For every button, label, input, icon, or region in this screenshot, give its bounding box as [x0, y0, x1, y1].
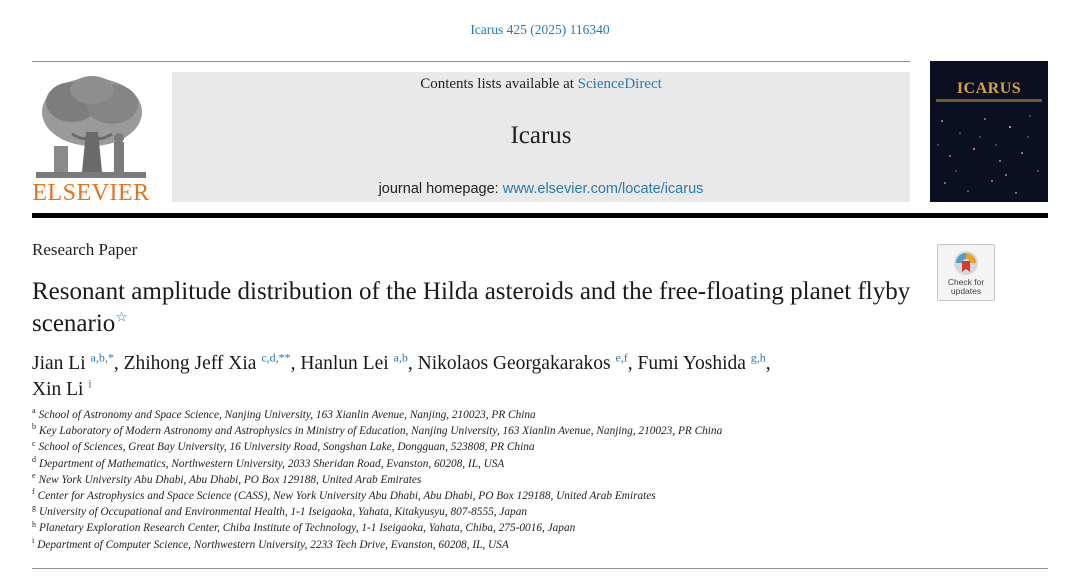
journal-citation-link[interactable]: Icarus 425 (2025) 116340: [470, 22, 610, 37]
check-for-updates-button[interactable]: [937, 244, 995, 301]
affiliation-mark: a: [32, 406, 36, 416]
author-affiliation-marks[interactable]: g,h: [750, 350, 766, 365]
author-name[interactable]: Hanlun Lei: [300, 353, 389, 374]
elsevier-wordmark: ELSEVIER: [32, 180, 150, 206]
homepage-line: [172, 181, 910, 197]
author-separator: ,: [407, 353, 418, 374]
author-name[interactable]: Zhihong Jeff Xia: [123, 353, 257, 374]
author-item: [417, 350, 638, 374]
author-separator: ,: [627, 353, 638, 374]
author-list: [32, 351, 912, 403]
author-affiliation-marks[interactable]: a,b,*: [90, 350, 114, 365]
title-footnote-star[interactable]: ☆: [115, 310, 128, 326]
affiliation-mark: h: [32, 519, 36, 529]
journal-cover-image[interactable]: [930, 61, 1048, 202]
affiliation-item: [32, 520, 1042, 536]
affiliation-text: School of Sciences, Great Bay University, 16 University Road, Songshan Lake, Dongguan, 523808, PR China: [38, 441, 535, 454]
affiliation-item: [32, 456, 1042, 472]
masthead-divider: [32, 213, 1048, 218]
affiliation-item: [32, 407, 1042, 423]
affiliation-mark: c: [32, 438, 36, 448]
check-updates-line1: Check for: [947, 277, 985, 287]
affiliation-text: University of Occupational and Environmental Health, 1-1 Iseigaoka, Yahata, Kitakyusyu, 807-8555, Japan: [39, 506, 527, 519]
affiliation-text: Department of Mathematics, Northwestern University, 2033 Sheridan Road, Evanston, 60208, IL, USA: [39, 457, 505, 470]
sciencedirect-link[interactable]: ScienceDirect: [577, 76, 662, 92]
affiliation-list: [32, 407, 1042, 553]
affiliation-text: Planetary Exploration Research Center, Chiba Institute of Technology, 1-1 Iseigaoka, Yahata, Chiba, 275-0016, Japan: [39, 522, 576, 535]
author-name[interactable]: Xin Li: [32, 379, 84, 400]
contents-prefix: Contents lists available at: [420, 76, 578, 92]
journal-homepage-link[interactable]: www.elsevier.com/locate/icarus: [502, 181, 704, 197]
cover-title: ICARUS: [956, 80, 1022, 97]
contents-line: [172, 76, 910, 93]
affiliation-text: School of Astronomy and Space Science, Nanjing University, 163 Xianlin Avenue, Nanjing, 210023, PR China: [38, 409, 536, 421]
author-separator: ,: [765, 353, 771, 374]
elsevier-logo[interactable]: [32, 72, 150, 206]
author-separator: ,: [113, 353, 124, 374]
affiliation-item: [32, 472, 1042, 488]
author-name[interactable]: Nikolaos Georgakarakos: [417, 353, 611, 374]
author-item: [32, 350, 124, 374]
author-affiliation-marks[interactable]: c,d,**: [261, 350, 291, 365]
journal-name: Icarus: [510, 122, 572, 149]
author-affiliation-marks[interactable]: e,f: [615, 350, 628, 365]
affiliation-text: Department of Computer Science, Northwestern University, 2233 Tech Drive, Evanston, 60208, IL, USA: [37, 538, 509, 551]
affiliation-mark: f: [32, 487, 35, 497]
author-name[interactable]: Fumi Yoshida: [637, 353, 746, 374]
affiliation-mark: e: [32, 471, 36, 481]
article-type: Research Paper: [32, 240, 138, 259]
affiliation-item: [32, 504, 1042, 520]
homepage-prefix: journal homepage:: [378, 181, 503, 197]
footer-divider: [32, 568, 1048, 569]
article-title-text: Resonant amplitude distribution of the Hilda asteroids and the free-floating planet flyby scenario: [32, 278, 911, 337]
author-item: [32, 376, 92, 400]
author-affiliation-marks[interactable]: a,b: [393, 350, 408, 365]
author-item: [300, 350, 418, 374]
affiliation-item: [32, 488, 1042, 504]
affiliation-item: [32, 537, 1042, 553]
affiliation-mark: d: [32, 454, 36, 464]
author-separator: ,: [290, 353, 301, 374]
cover-starfield: [930, 61, 1048, 202]
author-name[interactable]: Jian Li: [32, 353, 86, 374]
check-updates-line2: updates: [950, 286, 982, 296]
affiliation-mark: i: [32, 535, 35, 545]
author-item: [123, 350, 301, 374]
affiliation-mark: b: [32, 422, 36, 432]
affiliation-text: Key Laboratory of Modern Astronomy and Astrophysics in Ministry of Education, Nanjing University, 163 Xianlin Avenue, Nanjing, 210023, PR China: [39, 425, 723, 438]
affiliation-text: New York University Abu Dhabi, Abu Dhabi, PO Box 129188, United Arab Emirates: [38, 473, 422, 486]
affiliation-item: [32, 423, 1042, 439]
check-updates-label: [938, 278, 994, 296]
affiliation-item: [32, 439, 1042, 455]
journal-banner: [172, 72, 910, 202]
author-affiliation-marks[interactable]: i: [88, 376, 92, 391]
header-divider: [32, 61, 910, 62]
author-item: [637, 350, 771, 374]
affiliation-text: Center for Astrophysics and Space Science (CASS), New York University Abu Dhabi, Abu Dhabi, PO Box 129188, United Arab Emirates: [37, 490, 656, 503]
affiliation-mark: g: [32, 503, 36, 513]
article-title: [32, 276, 912, 340]
check-updates-icon: [953, 250, 979, 276]
